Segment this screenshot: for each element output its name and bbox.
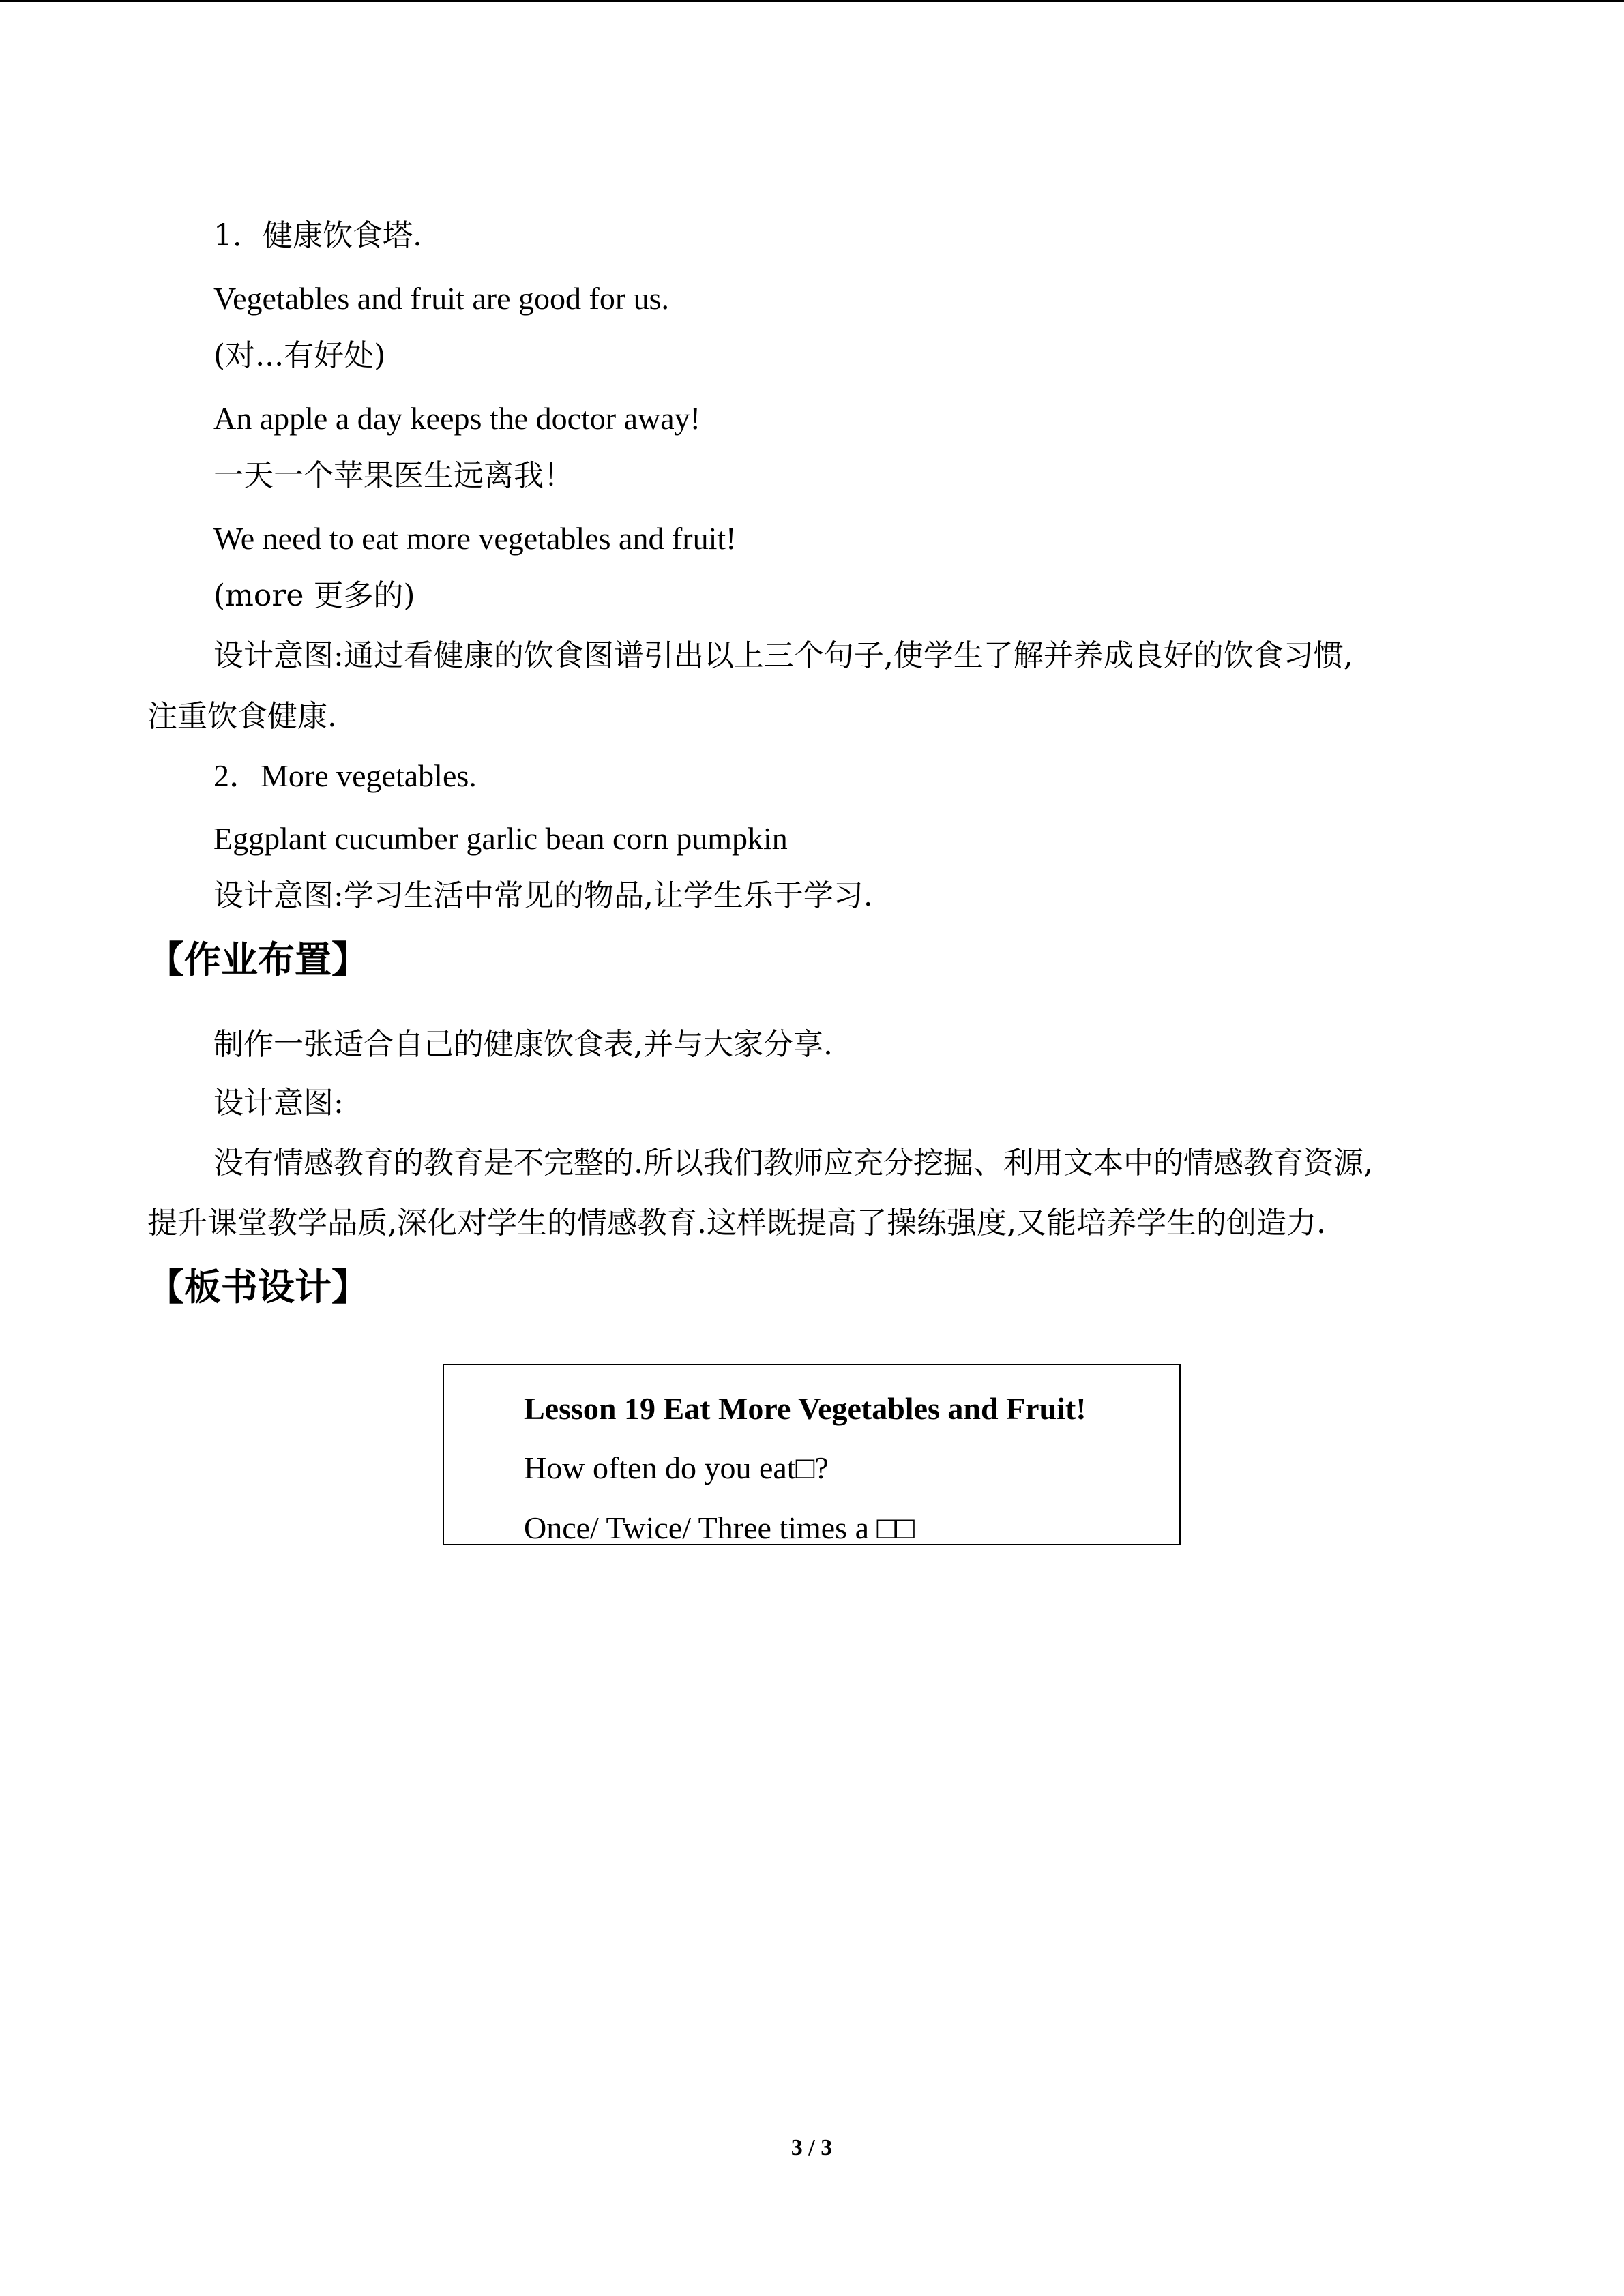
- board-design-heading: 【板书设计】: [147, 1266, 368, 1309]
- homework-design-intent-label: 设计意图:: [213, 1086, 344, 1120]
- homework-paragraph-line-1: 没有情感教育的教育是不完整的.所以我们教师应充分挖掘、利用文本中的情感教育资源,: [213, 1146, 1373, 1180]
- sentence-eat-more: We need to eat more vegetables and fruit!: [213, 521, 737, 556]
- top-border-line: [0, 0, 1624, 2]
- sentence-apple-a-day: An apple a day keeps the doctor away!: [213, 401, 700, 436]
- homework-heading: 【作业布置】: [147, 938, 368, 981]
- item-1-title: 1．健康饮食塔.: [213, 218, 422, 253]
- board-design-box: [443, 1364, 1181, 1545]
- board-answer-line: Once/ Twice/ Three times a □□: [524, 1510, 915, 1545]
- page-number: 3 / 3: [791, 2135, 833, 2160]
- sentence-good-for-us: Vegetables and fruit are good for us.: [213, 281, 670, 316]
- design-intent-1-line-1: 设计意图:通过看健康的饮食图谱引出以上三个句子,使学生了解并养成良好的饮食习惯,: [213, 638, 1353, 673]
- design-intent-2: 设计意图:学习生活中常见的物品,让学生乐于学习.: [213, 878, 873, 913]
- design-intent-1-line-2: 注重饮食健康.: [147, 699, 337, 734]
- note-apple-translation: 一天一个苹果医生远离我！: [213, 458, 574, 493]
- item-2-title: 2．More vegetables.: [213, 758, 477, 793]
- vegetable-words: Eggplant cucumber garlic bean corn pumpkin: [213, 821, 788, 856]
- note-good-for: (对...有好处): [213, 338, 386, 373]
- board-lesson-title: Lesson 19 Eat More Vegetables and Fruit!: [524, 1391, 1087, 1426]
- note-more: (more 更多的): [213, 578, 415, 613]
- homework-paragraph-line-2: 提升课堂教学品质,深化对学生的情感教育.这样既提高了操练强度,又能培养学生的创造力.: [147, 1206, 1326, 1240]
- board-question-line: How often do you eat□?: [524, 1450, 829, 1485]
- homework-task: 制作一张适合自己的健康饮食表,并与大家分享.: [213, 1027, 833, 1062]
